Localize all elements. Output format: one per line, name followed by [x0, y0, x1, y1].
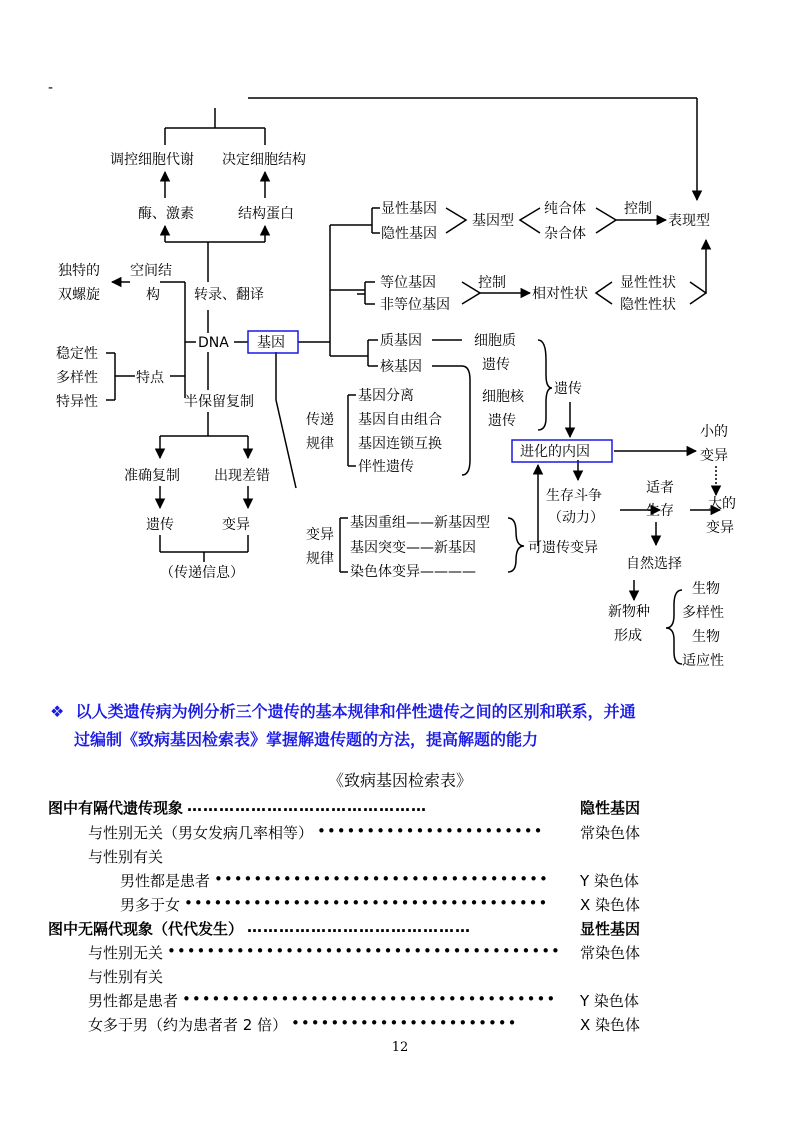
nonallele-text: 非等位基因 [380, 297, 450, 313]
control-text-2: 控制 [478, 275, 506, 291]
genotype-text: 基因型 [472, 213, 514, 229]
row-result: 常染色体 [580, 944, 641, 962]
pass2-text: 规律 [306, 436, 334, 452]
heredity-text: 遗传 [146, 517, 174, 533]
row-leader-dots: •••••••••••••••••••••••••••••••••••••••• [167, 942, 561, 960]
dominant-trait-text: 显性性状 [620, 275, 676, 291]
sex-linked-text: 伴性遗传 [358, 459, 414, 475]
chromo-text: 染色体变异———— [350, 564, 476, 580]
bio1-text: 生物 [692, 581, 720, 597]
features-text: 特点 [136, 370, 164, 386]
variation-text: 变异 [222, 517, 250, 533]
spatial1-text: 空间结 [130, 263, 172, 279]
nuclear-gene-text: 核基因 [380, 359, 422, 375]
table-row [0, 966, 800, 990]
row-label: 与性别有关 [88, 848, 164, 866]
page-number: 12 [391, 1040, 409, 1055]
pass1-text: 传递 [306, 412, 334, 428]
heredity2-text: 遗传 [554, 381, 582, 397]
mutation-text: 基因突变——新基因 [350, 540, 476, 556]
row-leader-dots: ……………………………………… [187, 797, 427, 815]
row-result: Y 染色体 [580, 992, 639, 1010]
homozygous-text: 纯合体 [544, 201, 586, 217]
row-result: 显性基因 [580, 920, 641, 938]
cytoplasm2-text: 遗传 [482, 357, 510, 373]
table-row [0, 894, 800, 918]
table-row [0, 1014, 800, 1038]
row-leader-dots: •••••••••••••••••••••••••••••••••••••• [182, 990, 557, 1008]
segregation-text: 基因分离 [358, 388, 414, 404]
natural-sel-text: 自然选择 [626, 556, 682, 572]
nucleus2-text: 遗传 [488, 413, 516, 429]
small1-text: 小的 [700, 424, 728, 440]
bullet-line-2: 过编制《致病基因检索表》掌握解遗传题的方法，提高解题的能力 [74, 730, 539, 749]
internal-cause-text: 进化的内因 [520, 444, 590, 460]
adapt-text: 适应性 [682, 653, 724, 669]
control-text-1: 控制 [624, 201, 652, 217]
fit2-text: 生存 [646, 503, 674, 519]
motive-text: （动力） [548, 510, 604, 526]
row-label: 与性别无关（男女发病几率相等） [88, 824, 314, 842]
specific-text: 特异性 [56, 394, 98, 410]
row-result: X 染色体 [580, 1016, 641, 1034]
row-leader-dots: ••••••••••••••••••••••• [317, 822, 544, 840]
row-result: X 染色体 [580, 896, 641, 914]
bio2-text: 生物 [692, 629, 720, 645]
row-label: 图中无隔代现象（代代发生） [48, 920, 244, 938]
dna-text: DNA [198, 335, 229, 351]
row-result: 隐性基因 [580, 799, 641, 817]
unique1-text: 独特的 [58, 263, 100, 279]
regulate-text: 调控细胞代谢 [110, 152, 194, 168]
diverse-text: 多样性 [56, 370, 98, 386]
structural-protein-text: 结构蛋白 [238, 206, 294, 222]
row-label: 男多于女 [120, 896, 181, 914]
table-title: 《致病基因检索表》 [327, 771, 472, 790]
row-result: 常染色体 [580, 824, 641, 842]
cytoplasm1-text: 细胞质 [474, 333, 516, 349]
table-row [0, 918, 800, 942]
row-label: 与性别有关 [88, 968, 164, 986]
nucleus1-text: 细胞核 [482, 389, 524, 405]
spatial2-text: 构 [146, 287, 160, 303]
table-row [0, 870, 800, 894]
struggle-text: 生存斗争 [546, 488, 602, 504]
objective-bullet [50, 698, 750, 754]
row-leader-dots: •••••••••••••••••••••••••••••••••• [214, 870, 549, 888]
recomb-text: 基因重组——新基因型 [350, 515, 490, 531]
table-row [0, 797, 800, 821]
bio-div-text: 多样性 [682, 605, 724, 621]
row-result: Y 染色体 [580, 872, 639, 890]
recessive-gene-text: 隐性基因 [381, 226, 437, 242]
table-row [0, 990, 800, 1014]
new-species1-text: 新物种 [608, 604, 650, 620]
small2-text: 变异 [700, 448, 728, 464]
fit1-text: 适者 [646, 480, 674, 496]
big1-text: 大的 [708, 496, 736, 512]
recessive-trait-text: 隐性性状 [620, 297, 676, 313]
row-label: 男性都是患者 [120, 872, 211, 890]
diamond-bullet-icon: ❖ [50, 702, 65, 721]
row-leader-dots: ••••••••••••••••••••••••••••••••••••• [184, 894, 549, 912]
dominant-gene-text: 显性基因 [381, 201, 437, 217]
big2-text: 变异 [706, 520, 734, 536]
plasmagene-text: 质基因 [380, 333, 422, 349]
row-label: 女多于男（约为患者者 2 倍） [88, 1016, 288, 1034]
phenotype-text: 表现型 [668, 213, 710, 229]
transmit-info-text: （传递信息） [160, 565, 244, 581]
table-row [0, 822, 800, 846]
heritable-var-text: 可遗传变异 [528, 540, 598, 556]
semi-text: 半保留复制 [184, 394, 254, 410]
diagram-labels [48, 80, 736, 669]
transcribe-text: 转录、翻译 [194, 287, 264, 303]
unique2-text: 双螺旋 [58, 287, 100, 303]
linkage-text: 基因连锁互换 [358, 436, 442, 452]
allele-text: 等位基因 [380, 275, 436, 291]
var1-text: 变异 [306, 527, 334, 543]
row-leader-dots: ••••••••••••••••••••••• [291, 1014, 518, 1032]
var2-text: 规律 [306, 551, 334, 567]
row-label: 男性都是患者 [88, 992, 179, 1010]
table-row [0, 846, 800, 870]
table-row [0, 942, 800, 966]
relative-trait-text: 相对性状 [532, 286, 588, 302]
new-species2-text: 形成 [614, 628, 642, 644]
bullet-line-1: 以人类遗传病为例分析三个遗传的基本规律和伴性遗传之间的区别和联系，并通 [75, 702, 636, 721]
gene-text: 基因 [257, 335, 285, 351]
enzyme-text: 酶、激素 [138, 206, 194, 222]
row-label: 与性别无关 [88, 944, 164, 962]
row-label: 图中有隔代遗传现象 [48, 799, 184, 817]
free-comb-text: 基因自由组合 [358, 412, 442, 428]
heterozygous-text: 杂合体 [544, 226, 586, 242]
accurate-text: 准确复制 [124, 468, 180, 484]
row-leader-dots: …………………………………… [247, 918, 471, 936]
stable-text: 稳定性 [56, 346, 98, 362]
determine-text: 决定细胞结构 [222, 152, 306, 168]
error-text: 出现差错 [214, 468, 270, 484]
mark-text: - [48, 80, 54, 96]
